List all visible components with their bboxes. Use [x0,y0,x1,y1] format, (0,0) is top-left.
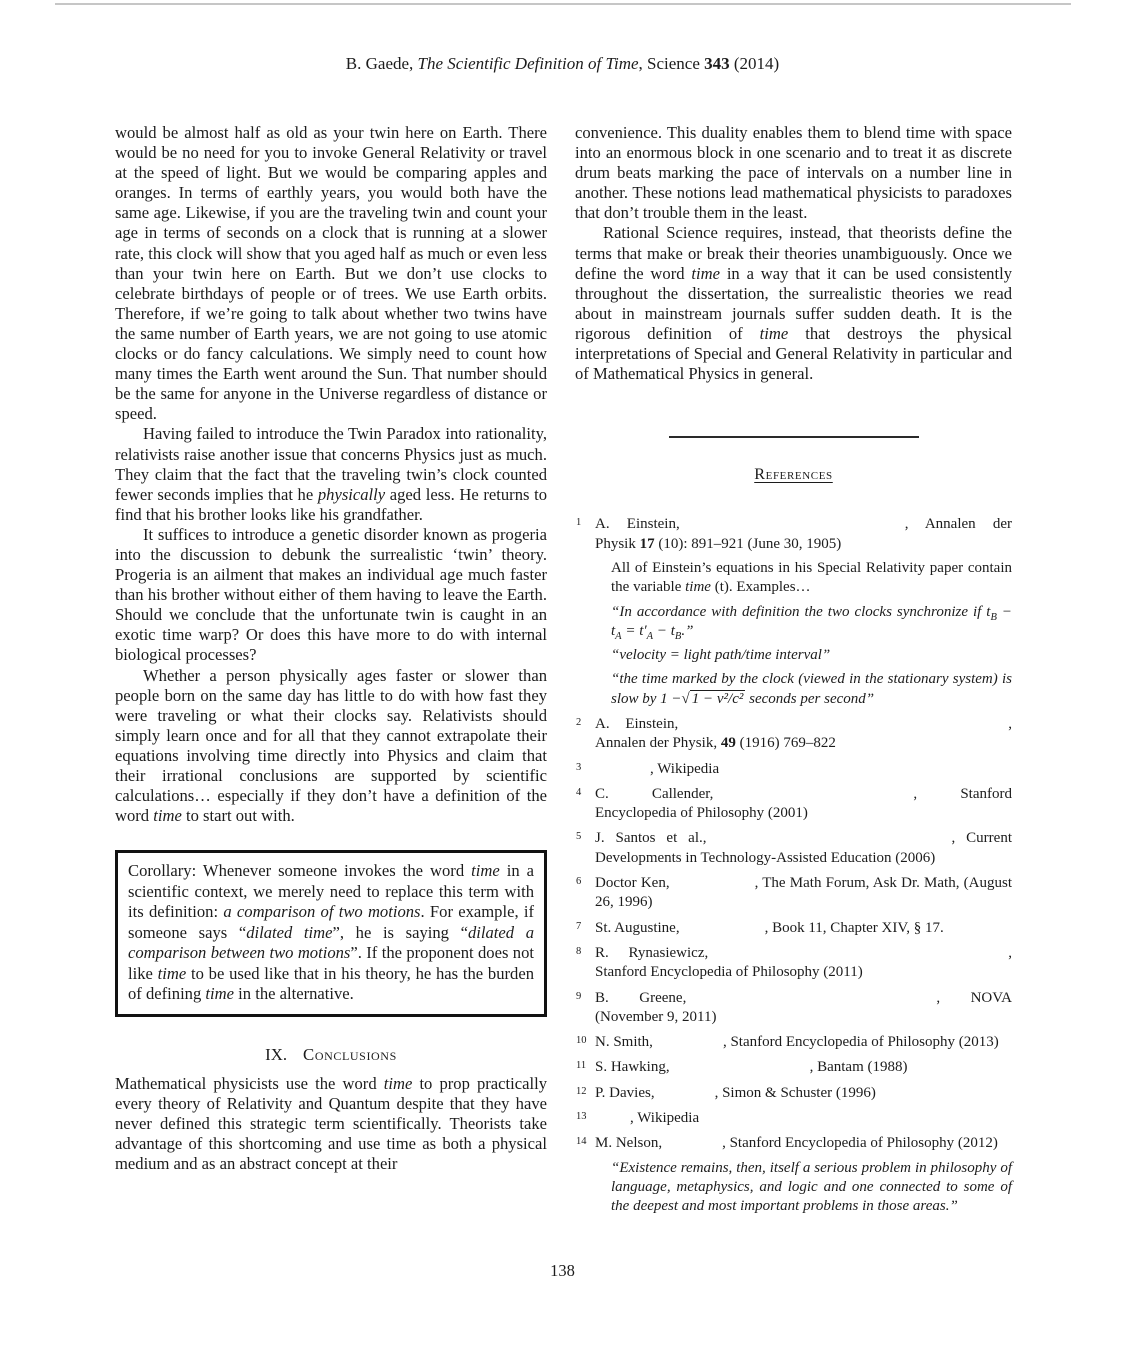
reference-number: 8 [576,945,582,957]
reference-text: B. Greene, , NOVA (November 9, 2011) [595,989,1012,1025]
reference-quote: “velocity = light path/time interval” [611,647,831,664]
reference-text: , Wikipedia [630,1110,700,1127]
paragraph: Mathematical physicists use the word time to prop practically every theory of Relativity and Quantum despite that they have never defined this strategic term scientifically. Theorists take advantage of this shortcoming and use time as both a physical medium and as an abstract concept at their [115,1073,548,1174]
reference-item [575,919,1012,938]
reference-number: 11 [576,1060,587,1072]
reference-item [575,1058,1012,1077]
section-number: IX. [265,1044,288,1064]
reference-item [575,874,1012,913]
reference-text: C. Callender, , Stanford Encyclopedia of Philosophy (2001) [595,785,1012,822]
reference-item [575,785,1012,824]
reference-item [575,1033,1012,1052]
paragraph: It suffices to introduce a genetic disorder known as progeria into the discussion to debunk the surrealistic ‘twin’ theory. Progeria is an ailment that makes an individual age much faster than his brother without either of them having to leave the Earth. Should we conclude that the unfortunate twin is caught in an exotic time warp? Or does this have more to do with internal biological processes? [115,524,547,665]
page-header: B. Gaede, The Scientific Definition of Time, Science 343 (2014) [345,54,780,73]
reference-text: R. Rynasiewicz, , Stanford Encyclopedia of Philosophy (2011) [595,944,1012,981]
left-column [115,123,547,1174]
reference-text: A. Einstein, , Annalen der Physik 17 (10): 891–921 (June 30, 1905) [595,516,1012,552]
reference-item [575,944,1012,983]
reference-quote: “Existence remains, then, itself a serious problem in philosophy of language, metaphysics, and logic and one connected to some of the deepest and most important problems in those areas.” [611,1159,1012,1215]
reference-number: 3 [576,761,582,773]
paragraph: Having failed to introduce the Twin Paradox into rationality, relativists raise another issue that concerns Physics just as much. They claim that the fact that the traveling twin’s clock counted fewer seconds implies that he physically aged less. He returns to find that his brother looks like his grandfather. [115,424,547,524]
reference-number: 2 [576,716,582,728]
references-heading: References [754,465,833,484]
reference-number: 10 [576,1035,587,1047]
right-column [575,123,1012,1223]
reference-item [575,515,1012,709]
reference-item [575,1109,1012,1128]
reference-item [575,760,1012,779]
reference-quote: “In accordance with definition the two clocks synchronize if $t_B - t_A = t'_A - t_B$.” [611,603,1012,642]
paragraph: would be almost half as old as your twin here on Earth. There would be no need for you to invoke General Relativity or travel at the speed of light. But we would be comparing apples and oranges. In terms of earthly years, you would both have the same age. Likewise, if you are the traveling twin and count your age in terms of seconds on a clock that is running at a slower rate, this clock will show that you aged half as much or even less than your twin here on Earth. But we don’t use clocks to celebrate birthdays of people or of trees. We use Earth orbits. Therefore, if we’re going to talk about whether two twins have the same number of Earth years, we are not going to use atomic clocks or do fancy calculations. We simply need to count how many times the Earth went around the Sun. That number should be the same for anyone in the Universe regardless of distance or speed. [115,123,547,424]
references-list [575,515,1012,1216]
reference-number: 13 [576,1111,587,1123]
reference-number: 1 [576,517,582,529]
corollary-text: Corollary: Whenever someone invokes the word time in a scientific context, we merely need to replace this term with its definition: a comparison of two motions. For example, if someone says “dilated time”, he is saying “dilated a comparison between two motions”. If the proponent does not like time to be used like that in his theory, he has the burden of defining time in the alternative. [128,861,535,1004]
reference-item [575,715,1012,754]
paragraph: Rational Science requires, instead, that theorists define the terms that make or break their theories unambiguously. Once we define the word time in a way that it can be used consistently throughout the dissertation, the surrealistic theories we read about in mainstream journals suffer sudden death. It is the rigorous definition of time that destroys the physical interpretations of Special and General Relativity in particular and of Mathematical Physics in general. [575,223,1012,384]
reference-number: 9 [576,990,582,1002]
reference-text: J. Santos et al., , Current Developments in Technology-Assisted Education (2006) [595,830,1012,866]
reference-item [575,989,1012,1028]
reference-number: 14 [576,1136,587,1148]
reference-text: P. Davies, , Simon & Schuster (1996) [595,1084,876,1101]
reference-item [575,829,1012,868]
reference-note: All of Einstein’s equations in his Special Relativity paper contain the variable time (t). Examples… [611,559,1012,596]
reference-number: 7 [576,920,582,932]
reference-item [575,1084,1012,1103]
reference-number: 5 [576,831,582,843]
reference-number: 12 [576,1085,587,1097]
reference-text: M. Nelson, , Stanford Encyclopedia of Philosophy (2012) [595,1135,998,1152]
references-rule [669,436,919,438]
reference-number: 6 [576,876,582,888]
reference-quote: “the time marked by the clock (viewed in the stationary system) is slow by 1 −√ 1 − v²/c² seconds per second” [611,671,1012,707]
page-number: 138 [550,1261,575,1280]
reference-text: St. Augustine, , Book 11, Chapter XIV, § 17. [595,919,944,936]
reference-number: 4 [576,786,582,798]
reference-text: N. Smith, , Stanford Encyclopedia of Philosophy (2013) [595,1034,999,1051]
corollary-box [115,850,547,1017]
top-rule [55,3,1071,5]
section-title: Conclusions [303,1044,397,1064]
reference-text: S. Hawking, , Bantam (1988) [595,1059,908,1076]
paragraph: Whether a person physically ages faster or slower than people born on the same day has little to do with how fast they were traveling or what their clocks say. Relativists should simply learn once and for all that they cannot extrapolate their equations involving time directly into Physics and claim that their irrational conclusions are supported by scientific calculations… especially if they don’t have a definition of the word time to start out with. [115,665,547,826]
paragraph: convenience. This duality enables them to blend time with space into an enormous block in one scenario and to treat it as discrete drum beats marking the pace of intervals on a number line in another. These notions lead mathematical physicists to paradoxes that don’t trouble them in the least. [575,123,1012,223]
reference-item [575,1134,1012,1216]
reference-text: , Wikipedia [650,760,720,777]
reference-text: A. Einstein, , Annalen der Physik, 49 (1916) 769–822 [595,715,1012,752]
conclusions-heading [115,1045,547,1065]
reference-text: Doctor Ken, , The Math Forum, Ask Dr. Math, (August 26, 1996) [595,875,1012,911]
